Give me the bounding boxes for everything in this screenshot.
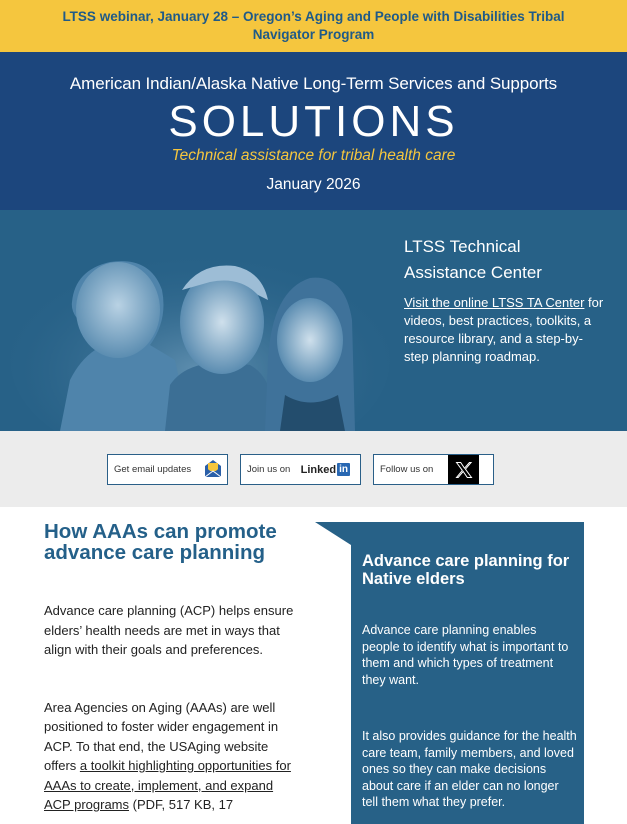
x-twitter-button[interactable] (373, 454, 494, 485)
article-paragraph: Area Agencies on Aging (AAAs) are well positioned to foster wider engagement in ACP. To that end, the USAging website offers a toolkit highlighting opportunities for AAAs to create, implement, and expand ACP programs (PDF, 517 KB, 17 (44, 699, 291, 812)
sidebar-paragraph: It also provides guidance for the health care team, family members, and loved ones so they can make decisions about care if an elder can no longer tell them what they prefer. (362, 729, 577, 809)
sidebar-content (362, 552, 577, 824)
ta-center-description: Visit the online LTSS TA Center for videos, best practices, toolkits, a resource library, and a step-by-step planning roadmap. (404, 295, 604, 364)
elders-portrait-image (0, 210, 400, 431)
social-bar (0, 431, 627, 507)
email-updates-button[interactable] (107, 454, 228, 485)
issue-date: January 2026 (266, 176, 361, 193)
linkedin-icon: Linked in (300, 463, 348, 476)
article-paragraph: Advance care planning (ACP) helps ensure elders’ health needs are met in ways that align with their goals and preferences. (44, 603, 294, 657)
ta-center-promo (404, 234, 604, 366)
webinar-banner (0, 0, 627, 52)
email-updates-label: Get email updates (114, 464, 192, 475)
acp-toolkit-link[interactable]: a toolkit highlighting opportunities for AAAs to create, implement, and expand ACP programs (44, 758, 291, 812)
sidebar-heading: Advance care planning for Native elders (362, 552, 570, 588)
organization-name: American Indian/Alaska Native Long-Term Services and Supports (69, 74, 558, 93)
x-label: Follow us on (380, 464, 434, 475)
linkedin-button[interactable] (240, 454, 361, 485)
main-content (0, 507, 627, 824)
ta-center-link[interactable]: Visit the online LTSS TA Center (404, 295, 585, 310)
ta-center-heading: LTSS Technical Assistance Center (404, 237, 542, 282)
webinar-link[interactable]: LTSS webinar, January 28 – Oregon’s Aging and People with Disabilities Tribal Navigator Program (62, 9, 565, 42)
masthead (0, 52, 627, 210)
x-logo-icon (448, 455, 479, 484)
article-aaa-acp (44, 521, 294, 824)
sidebar-paragraph: Advance care planning enables people to identify what is important to them and which types of treatment they want. (362, 623, 569, 687)
envelope-icon (203, 459, 223, 479)
newsletter-title: SOLUTIONS (168, 97, 459, 146)
hero-section (0, 210, 627, 431)
acp-native-elders-sidebar (315, 522, 584, 824)
article-heading: How AAAs can promote advance care planning (44, 520, 277, 564)
tagline: Technical assistance for tribal health care (171, 147, 456, 164)
linkedin-label: Join us on (247, 464, 291, 475)
